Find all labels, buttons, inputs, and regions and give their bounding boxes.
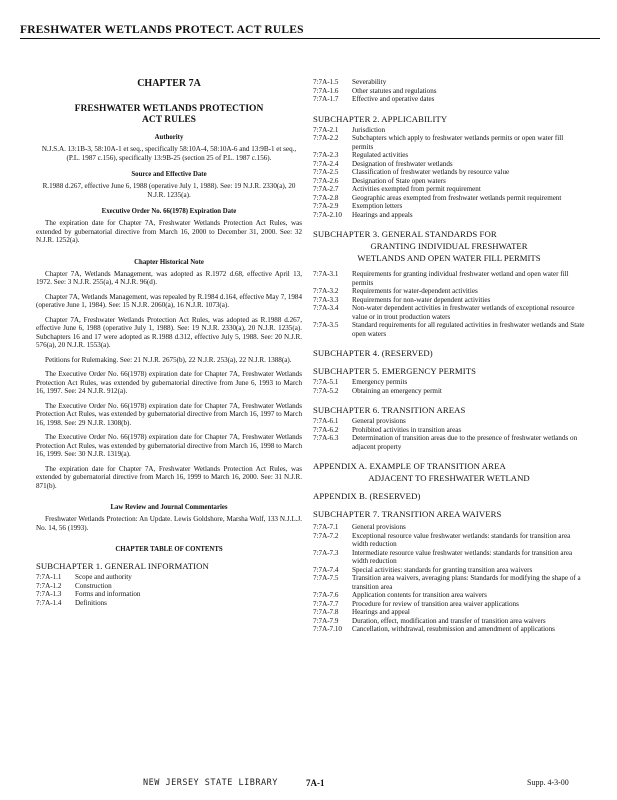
- toc-entry-number: 7:7A-6.2: [313, 425, 339, 434]
- toc-entry-title: Transition area waivers, averaging plans: Standards for modifying the shape of a transition area: [352, 574, 581, 591]
- toc-entry: [313, 608, 585, 617]
- toc-entry-number: 7:7A-1.3: [36, 590, 62, 598]
- toc-entry: [313, 600, 585, 609]
- right-column: [313, 78, 585, 634]
- toc-entry: [36, 582, 302, 591]
- toc-entry: [313, 202, 585, 211]
- toc-entry-number: 7:7A-2.8: [313, 193, 339, 202]
- toc-entry-number: 7:7A-2.5: [313, 168, 339, 176]
- subchapter-5-title: SUBCHAPTER 5. EMERGENCY PERMITS: [313, 366, 477, 376]
- toc-entry-title: Requirements for granting individual freshwater wetland and open water fill permits: [352, 270, 569, 287]
- toc-entry-number: 7:7A-2.6: [313, 176, 339, 185]
- toc-entry-title: Hearings and appeals: [352, 210, 413, 219]
- source-heading: Source and Effective Date: [131, 171, 207, 178]
- toc-entry-title: Application contents for transition area waivers: [352, 591, 487, 599]
- toc-entry-title: Emergency permits: [352, 378, 408, 386]
- toc-entry-title: Special activities: standards for granting transition area waivers: [352, 565, 533, 574]
- toc-entry-title: Intermediate resource value freshwater wetlands: standards for transition area width reduction: [352, 548, 573, 565]
- toc-entry-number: 7:7A-7.10: [313, 625, 342, 633]
- subchapter-3-title-line: WETLANDS AND OPEN WATER FILL PERMITS: [357, 253, 541, 263]
- subchapter-3-title-line: GRANTING INDIVIDUAL FRESHWATER: [370, 241, 528, 251]
- toc-entry-title: Determination of transition areas due to the presence of freshwater wetlands on adjacent property: [352, 434, 578, 451]
- appendix-a-title: [313, 461, 585, 483]
- toc-entry-title: Effective and operative dates: [352, 95, 435, 103]
- toc-entry-title: Activities exempted from permit requirement: [352, 185, 481, 193]
- toc-entry-number: 7:7A-7.3: [313, 548, 339, 557]
- chapter-title-line: FRESHWATER WETLANDS PROTECTION: [74, 104, 264, 114]
- toc-entry-number: 7:7A-2.10: [313, 210, 342, 219]
- library-stamp: NEW JERSEY STATE LIBRARY: [143, 778, 278, 788]
- toc-entry-title: Requirements for water-dependent activities: [352, 287, 478, 295]
- chapter-title: [36, 104, 302, 126]
- toc-entry: [313, 321, 585, 338]
- executive-order-heading: Executive Order No. 66(1978) Expiration Date: [101, 208, 237, 215]
- toc-entry: [313, 296, 585, 305]
- toc-entry-title: Exemption letters: [352, 202, 403, 210]
- historical-note-paragraph: Chapter 7A, Wetlands Management, was repealed by R.1984 d.164, effective May 7, 1984 (operative June 1, 1984). See: 15 N.J.R. 2060(a), 16 N.J.R. 1073(a).: [36, 292, 302, 309]
- toc-entry-number: 7:7A-1.2: [36, 581, 62, 590]
- law-review-text: Freshwater Wetlands Protection: An Update. Lewis Goldshore, Marsha Wolf, 133 N.J.L.J. No. 14, 56 (1993).: [36, 515, 302, 532]
- toc-entry-number: 7:7A-7.5: [313, 574, 339, 582]
- toc-entry: [313, 168, 585, 177]
- toc-entry: [313, 532, 585, 549]
- toc-entry-title: Hearings and appeal: [352, 608, 410, 616]
- historical-note-paragraph: The expiration date for Chapter 7A, Freshwater Wetlands Protection Act Rules, was extended by gubernatorial directive from March 16, 1999 to March 16, 2000. See: 31 N.J.R. 871(b).: [36, 464, 302, 490]
- appendix-b-title: APPENDIX B. (RESERVED): [313, 491, 421, 501]
- toc-entry-number: 7:7A-7.1: [313, 523, 339, 531]
- toc-entry-title: Classification of freshwater wetlands by resource value: [352, 168, 510, 176]
- toc-entry: [313, 87, 585, 96]
- toc-entry-number: 7:7A-5.1: [313, 378, 339, 386]
- toc-entry-title: Jurisdiction: [352, 125, 386, 134]
- toc-entry-title: Prohibited activities in transition areas: [352, 425, 462, 434]
- toc-entry: [313, 126, 585, 135]
- toc-entry: [313, 95, 585, 104]
- toc-entry: [313, 194, 585, 203]
- toc-entry-number: 7:7A-6.3: [313, 434, 339, 442]
- toc-entry-number: 7:7A-2.7: [313, 185, 339, 193]
- toc-entry-number: 7:7A-7.6: [313, 591, 339, 599]
- subchapter-7-title: SUBCHAPTER 7. TRANSITION AREA WAIVERS: [313, 509, 502, 519]
- toc-entry-title: Severability: [352, 78, 387, 86]
- toc-entry-title: Designation of freshwater wetlands: [352, 159, 453, 168]
- toc-entry: [313, 566, 585, 575]
- subchapter-1-title: SUBCHAPTER 1. GENERAL INFORMATION: [36, 561, 209, 571]
- toc-entry-title: Non-water dependent activities in freshwater wetlands of exceptional resource value or in trout production waters: [352, 304, 575, 321]
- toc-entry: [313, 417, 585, 426]
- toc-entry-number: 7:7A-3.4: [313, 304, 339, 312]
- subchapter-3-title-line: SUBCHAPTER 3. GENERAL STANDARDS FOR: [313, 229, 497, 239]
- toc-entry-title: Duration, effect, modification and transfer of transition area waivers: [352, 616, 546, 625]
- toc-entry: [313, 304, 585, 321]
- toc-entry-title: Subchapters which apply to freshwater wetlands permits or open water fill permits: [352, 134, 564, 151]
- toc-entry: [313, 270, 585, 287]
- toc-entry-title: Requirements for non-water dependent activities: [352, 295, 491, 304]
- executive-order-text: The expiration date for Chapter 7A, Freshwater Wetlands Protection Act Rules, was extended by gubernatorial directive from March 16, 2000 to December 31, 2000. See: 32 N.J.R. 1252(a).: [36, 219, 302, 244]
- historical-note-paragraph: Petitions for Rulemaking. See: 21 N.J.R. 2675(b), 22 N.J.R. 253(a), 22 N.J.R. 1388(a).: [45, 355, 292, 364]
- toc-entry: [313, 426, 585, 435]
- toc-entry-number: 7:7A-1.4: [36, 598, 62, 607]
- toc-entry-number: 7:7A-3.2: [313, 287, 339, 295]
- toc-entry-title: Definitions: [75, 598, 107, 607]
- toc-entry-number: 7:7A-2.1: [313, 125, 339, 134]
- historical-note-paragraph: The Executive Order No. 66(1978) expiration date for Chapter 7A, Freshwater Wetlands Protection Act Rules, was extended by gubernatorial directive from March 16, 1998 to March 16, 1999. See: 30 N.J.R. 1319(a).: [36, 433, 302, 458]
- subchapter-6-title: SUBCHAPTER 6. TRANSITION AREAS: [313, 405, 466, 415]
- authority-text: N.J.S.A. 13:1B-3, 58:10A-1 et seq., specifically 58:10A-4, 58:10A-6 and 13:9B-1 et seq., (P.L. 1987 c.156), specifically 13:9B-25 (section 25 of P.L. 1987 c.156).: [41, 145, 297, 162]
- chapter-title-line: ACT RULES: [142, 115, 196, 125]
- running-header: [20, 20, 600, 39]
- authority-heading: Authority: [154, 134, 184, 141]
- toc-entry-title: Other statutes and regulations: [352, 86, 437, 95]
- toc-entry-number: 7:7A-6.1: [313, 417, 339, 425]
- toc-entry-title: Procedure for review of transition area waiver applications: [352, 599, 519, 608]
- toc-entry: [313, 211, 585, 220]
- historical-note-paragraph: Chapter 7A, Wetlands Management, was adopted as R.1972 d.68, effective April 13, 1972. See: 3 N.J.R. 255(a), 4 N.J.R. 96(d).: [36, 269, 302, 286]
- toc-entry: [313, 378, 585, 387]
- toc-entry-number: 7:7A-7.7: [313, 599, 339, 608]
- toc-heading: CHAPTER TABLE OF CONTENTS: [115, 546, 223, 553]
- subchapter-3-title: [313, 229, 585, 263]
- toc-entry-title: General provisions: [352, 523, 406, 531]
- appendix-a-title-line: ADJACENT TO FRESHWATER WETLAND: [368, 473, 530, 483]
- toc-entry: [313, 177, 585, 186]
- historical-note-paragraph: Chapter 7A, Freshwater Wetlands Protection Act Rules, was adopted as R.1988 d.267, effective June 6, 1988 (operative July 1, 1988). See: 19 N.J.R. 2330(a), 20 N.J.R. 1235(a). Subchapters 16 and 17 were adopted as R.1988 d.312, effective July 5, 1988. See: 20 N.J.R. 576(a), 20 N.J.R. 1553(a).: [36, 315, 302, 349]
- subchapter-4-title: SUBCHAPTER 4. (RESERVED): [313, 348, 433, 358]
- toc-entry-title: Exceptional resource value freshwater wetlands: standards for transition area width reduction: [352, 531, 571, 548]
- historical-note-paragraph: The Executive Order No. 66(1978) expiration date for Chapter 7A, Freshwater Wetlands Protection Act Rules, was extended by gubernatorial directive from June 6, 1993 to March 16, 1997. See: 24 N.J.R. 912(a).: [36, 370, 302, 395]
- toc-entry-number: 7:7A-7.8: [313, 608, 339, 616]
- historical-note-paragraph: The Executive Order No. 66(1978) expiration date for Chapter 7A, Freshwater Wetlands Protection Act Rules, was extended by gubernatorial directive from March 16, 1997 to March 16, 1998. See: 29 N.J.R. 1308(b).: [36, 401, 302, 427]
- toc-entry-number: 7:7A-5.2: [313, 386, 339, 395]
- toc-entry: [313, 134, 585, 151]
- toc-entry-number: 7:7A-1.6: [313, 86, 339, 95]
- toc-entry: [313, 185, 585, 194]
- toc-entry-title: Obtaining an emergency permit: [352, 386, 442, 395]
- toc-entry-number: 7:7A-2.4: [313, 159, 339, 168]
- toc-entry-title: Construction: [75, 581, 112, 590]
- toc-entry-number: 7:7A-1.7: [313, 95, 339, 103]
- toc-entry-number: 7:7A-7.4: [313, 565, 339, 574]
- historical-note-heading: Chapter Historical Note: [134, 258, 204, 266]
- toc-entry-number: 7:7A-3.5: [313, 321, 339, 329]
- toc-entry-number: 7:7A-7.9: [313, 616, 339, 625]
- toc-entry: [313, 574, 585, 591]
- toc-entry: [313, 78, 585, 87]
- toc-entry: [313, 591, 585, 600]
- toc-entry: [313, 617, 585, 626]
- page-footer: [0, 778, 617, 792]
- toc-entry: [313, 523, 585, 532]
- toc-entry-title: Scope and authority: [75, 573, 132, 581]
- toc-entry-title: Regulated activities: [352, 151, 409, 159]
- toc-entry: [313, 287, 585, 296]
- toc-entry: [313, 151, 585, 160]
- toc-entry: [36, 573, 302, 582]
- toc-entry-number: 7:7A-2.9: [313, 202, 339, 210]
- toc-entry: [313, 625, 585, 634]
- left-column: [36, 78, 302, 607]
- toc-entry: [36, 590, 302, 599]
- chapter-number: CHAPTER 7A: [137, 78, 201, 89]
- toc-entry: [313, 549, 585, 566]
- supplement-date: Supp. 4-3-00: [527, 778, 569, 787]
- toc-entry-number: 7:7A-7.2: [313, 531, 339, 540]
- subchapter-2-title: SUBCHAPTER 2. APPLICABILITY: [313, 113, 448, 124]
- toc-entry: [36, 599, 302, 608]
- toc-entry-title: Standard requirements for all regulated activities in freshwater wetlands and State open waters: [352, 321, 585, 338]
- appendix-a-title-line: APPENDIX A. EXAMPLE OF TRANSITION AREA: [313, 461, 506, 471]
- toc-entry-number: 7:7A-1.5: [313, 78, 339, 86]
- toc-entry: [313, 160, 585, 169]
- page-number: 7A-1: [306, 778, 325, 788]
- toc-entry: [313, 434, 585, 451]
- toc-entry-number: 7:7A-3.3: [313, 295, 339, 304]
- toc-entry-title: General provisions: [352, 417, 406, 425]
- toc-entry-number: 7:7A-2.3: [313, 151, 339, 159]
- toc-entry-number: 7:7A-1.1: [36, 573, 62, 581]
- toc-entry: [313, 387, 585, 396]
- toc-entry-number: 7:7A-3.1: [313, 270, 339, 278]
- toc-entry-title: Cancellation, withdrawal, resubmission and amendment of applications: [352, 625, 555, 633]
- source-text: R.1988 d.267, effective June 6, 1988 (operative July 1, 1988). See: 19 N.J.R. 2330(a), 20 N.J.R. 1235(a).: [42, 182, 296, 199]
- law-review-heading: Law Review and Journal Commentaries: [110, 504, 228, 511]
- running-header-text: FRESHWATER WETLANDS PROTECT. ACT RULES: [20, 24, 304, 36]
- toc-entry-title: Geographic areas exempted from freshwater wetlands permit requirement: [352, 193, 562, 202]
- toc-entry-title: Designation of State open waters: [352, 176, 446, 185]
- toc-entry-title: Forms and information: [75, 590, 141, 598]
- toc-entry-number: 7:7A-2.2: [313, 134, 339, 142]
